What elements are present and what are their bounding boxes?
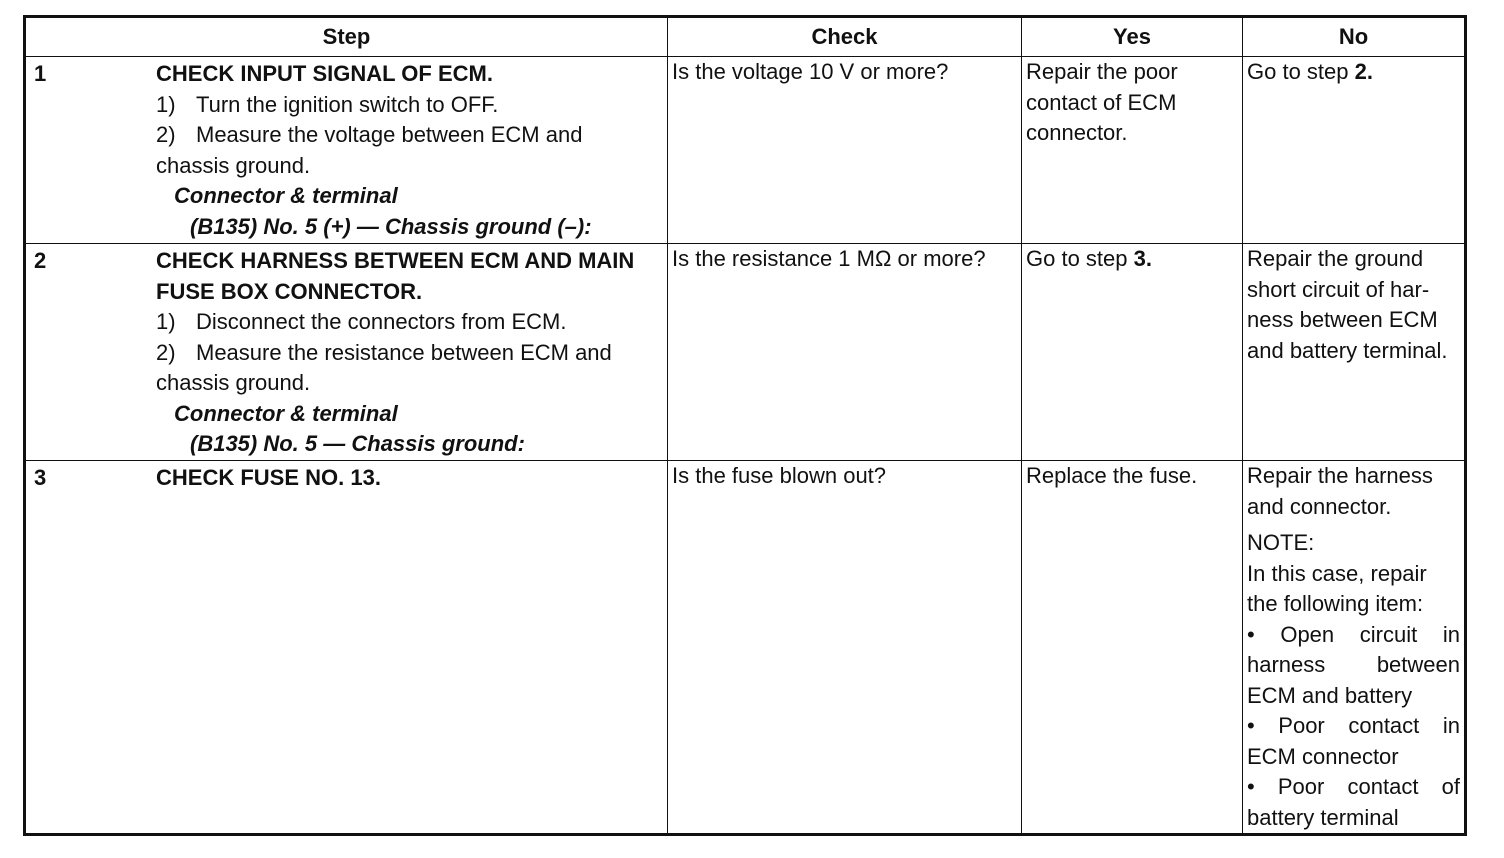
step-cell xyxy=(25,57,668,244)
check-cell: Is the resistance 1 MΩ or more? xyxy=(668,244,1022,461)
header-no: No xyxy=(1243,17,1466,57)
note-label: NOTE: xyxy=(1247,530,1315,555)
step-number: 3 xyxy=(34,465,47,490)
substep-text: Measure the voltage between ECM and chassis ground. xyxy=(156,122,583,178)
step-title: CHECK HARNESS BETWEEN ECM AND MAIN FUSE BOX CONNECTOR. xyxy=(156,248,635,304)
diagnostic-table xyxy=(23,15,1467,836)
step-reference-period: . xyxy=(1145,246,1152,271)
substep-number: 2) xyxy=(156,122,176,147)
note-intro: In this case, repair the following item: xyxy=(1247,560,1427,616)
note-item: • Open circuit in harness between ECM and battery xyxy=(1247,621,1460,708)
check-cell: Is the voltage 10 V or more? xyxy=(668,57,1022,244)
step-number: 1 xyxy=(34,61,47,86)
table-row xyxy=(25,461,1466,835)
substep xyxy=(156,120,659,181)
step-cell xyxy=(25,461,668,835)
step-number: 2 xyxy=(34,248,47,273)
connector-value: (B135) No. 5 — Chassis ground: xyxy=(190,431,525,456)
header-yes: Yes xyxy=(1022,17,1243,57)
note-item: • Poor contact of battery terminal xyxy=(1247,774,1460,830)
no-text: Repair the harness and connector. xyxy=(1247,463,1433,519)
yes-cell xyxy=(1022,244,1243,461)
substep-text: Measure the resistance between ECM and chassis ground. xyxy=(156,339,612,395)
step-reference-period: . xyxy=(1366,59,1373,84)
no-cell: Repair the ground short circuit of har-ness between ECM and battery terminal. xyxy=(1243,244,1466,461)
step-cell xyxy=(25,244,668,461)
substep-number: 2) xyxy=(156,339,176,365)
substep-text: Disconnect the connectors from ECM. xyxy=(196,309,567,334)
substep xyxy=(156,90,659,121)
table-row xyxy=(25,244,1466,461)
table-row xyxy=(25,57,1466,244)
substep-number: 1) xyxy=(156,309,176,334)
check-cell: Is the fuse blown out? xyxy=(668,461,1022,835)
substep xyxy=(156,307,659,338)
yes-cell: Replace the fuse. xyxy=(1022,461,1243,835)
step-title: CHECK FUSE NO. 13. xyxy=(156,465,381,490)
no-text: Go to step xyxy=(1247,59,1355,84)
table-header-row xyxy=(25,17,1466,57)
header-step: Step xyxy=(25,17,668,57)
step-reference: 3 xyxy=(1133,246,1146,271)
step-reference: 2 xyxy=(1354,59,1367,84)
connector-value: (B135) No. 5 (+) — Chassis ground (–): xyxy=(190,213,592,239)
yes-cell: Repair the poor contact of ECM connector. xyxy=(1022,57,1243,244)
yes-text: Go to step xyxy=(1026,246,1134,271)
substep-number: 1) xyxy=(156,91,176,117)
substep xyxy=(156,338,659,399)
substep-text: Turn the ignition switch to OFF. xyxy=(196,91,499,117)
no-cell xyxy=(1243,461,1466,835)
note-item: • Poor contact in ECM connector xyxy=(1247,713,1460,769)
header-check: Check xyxy=(668,17,1022,57)
no-cell xyxy=(1243,57,1466,244)
step-title: CHECK INPUT SIGNAL OF ECM. xyxy=(156,61,493,86)
connector-label: Connector & terminal xyxy=(174,400,398,426)
connector-label: Connector & terminal xyxy=(174,183,398,208)
